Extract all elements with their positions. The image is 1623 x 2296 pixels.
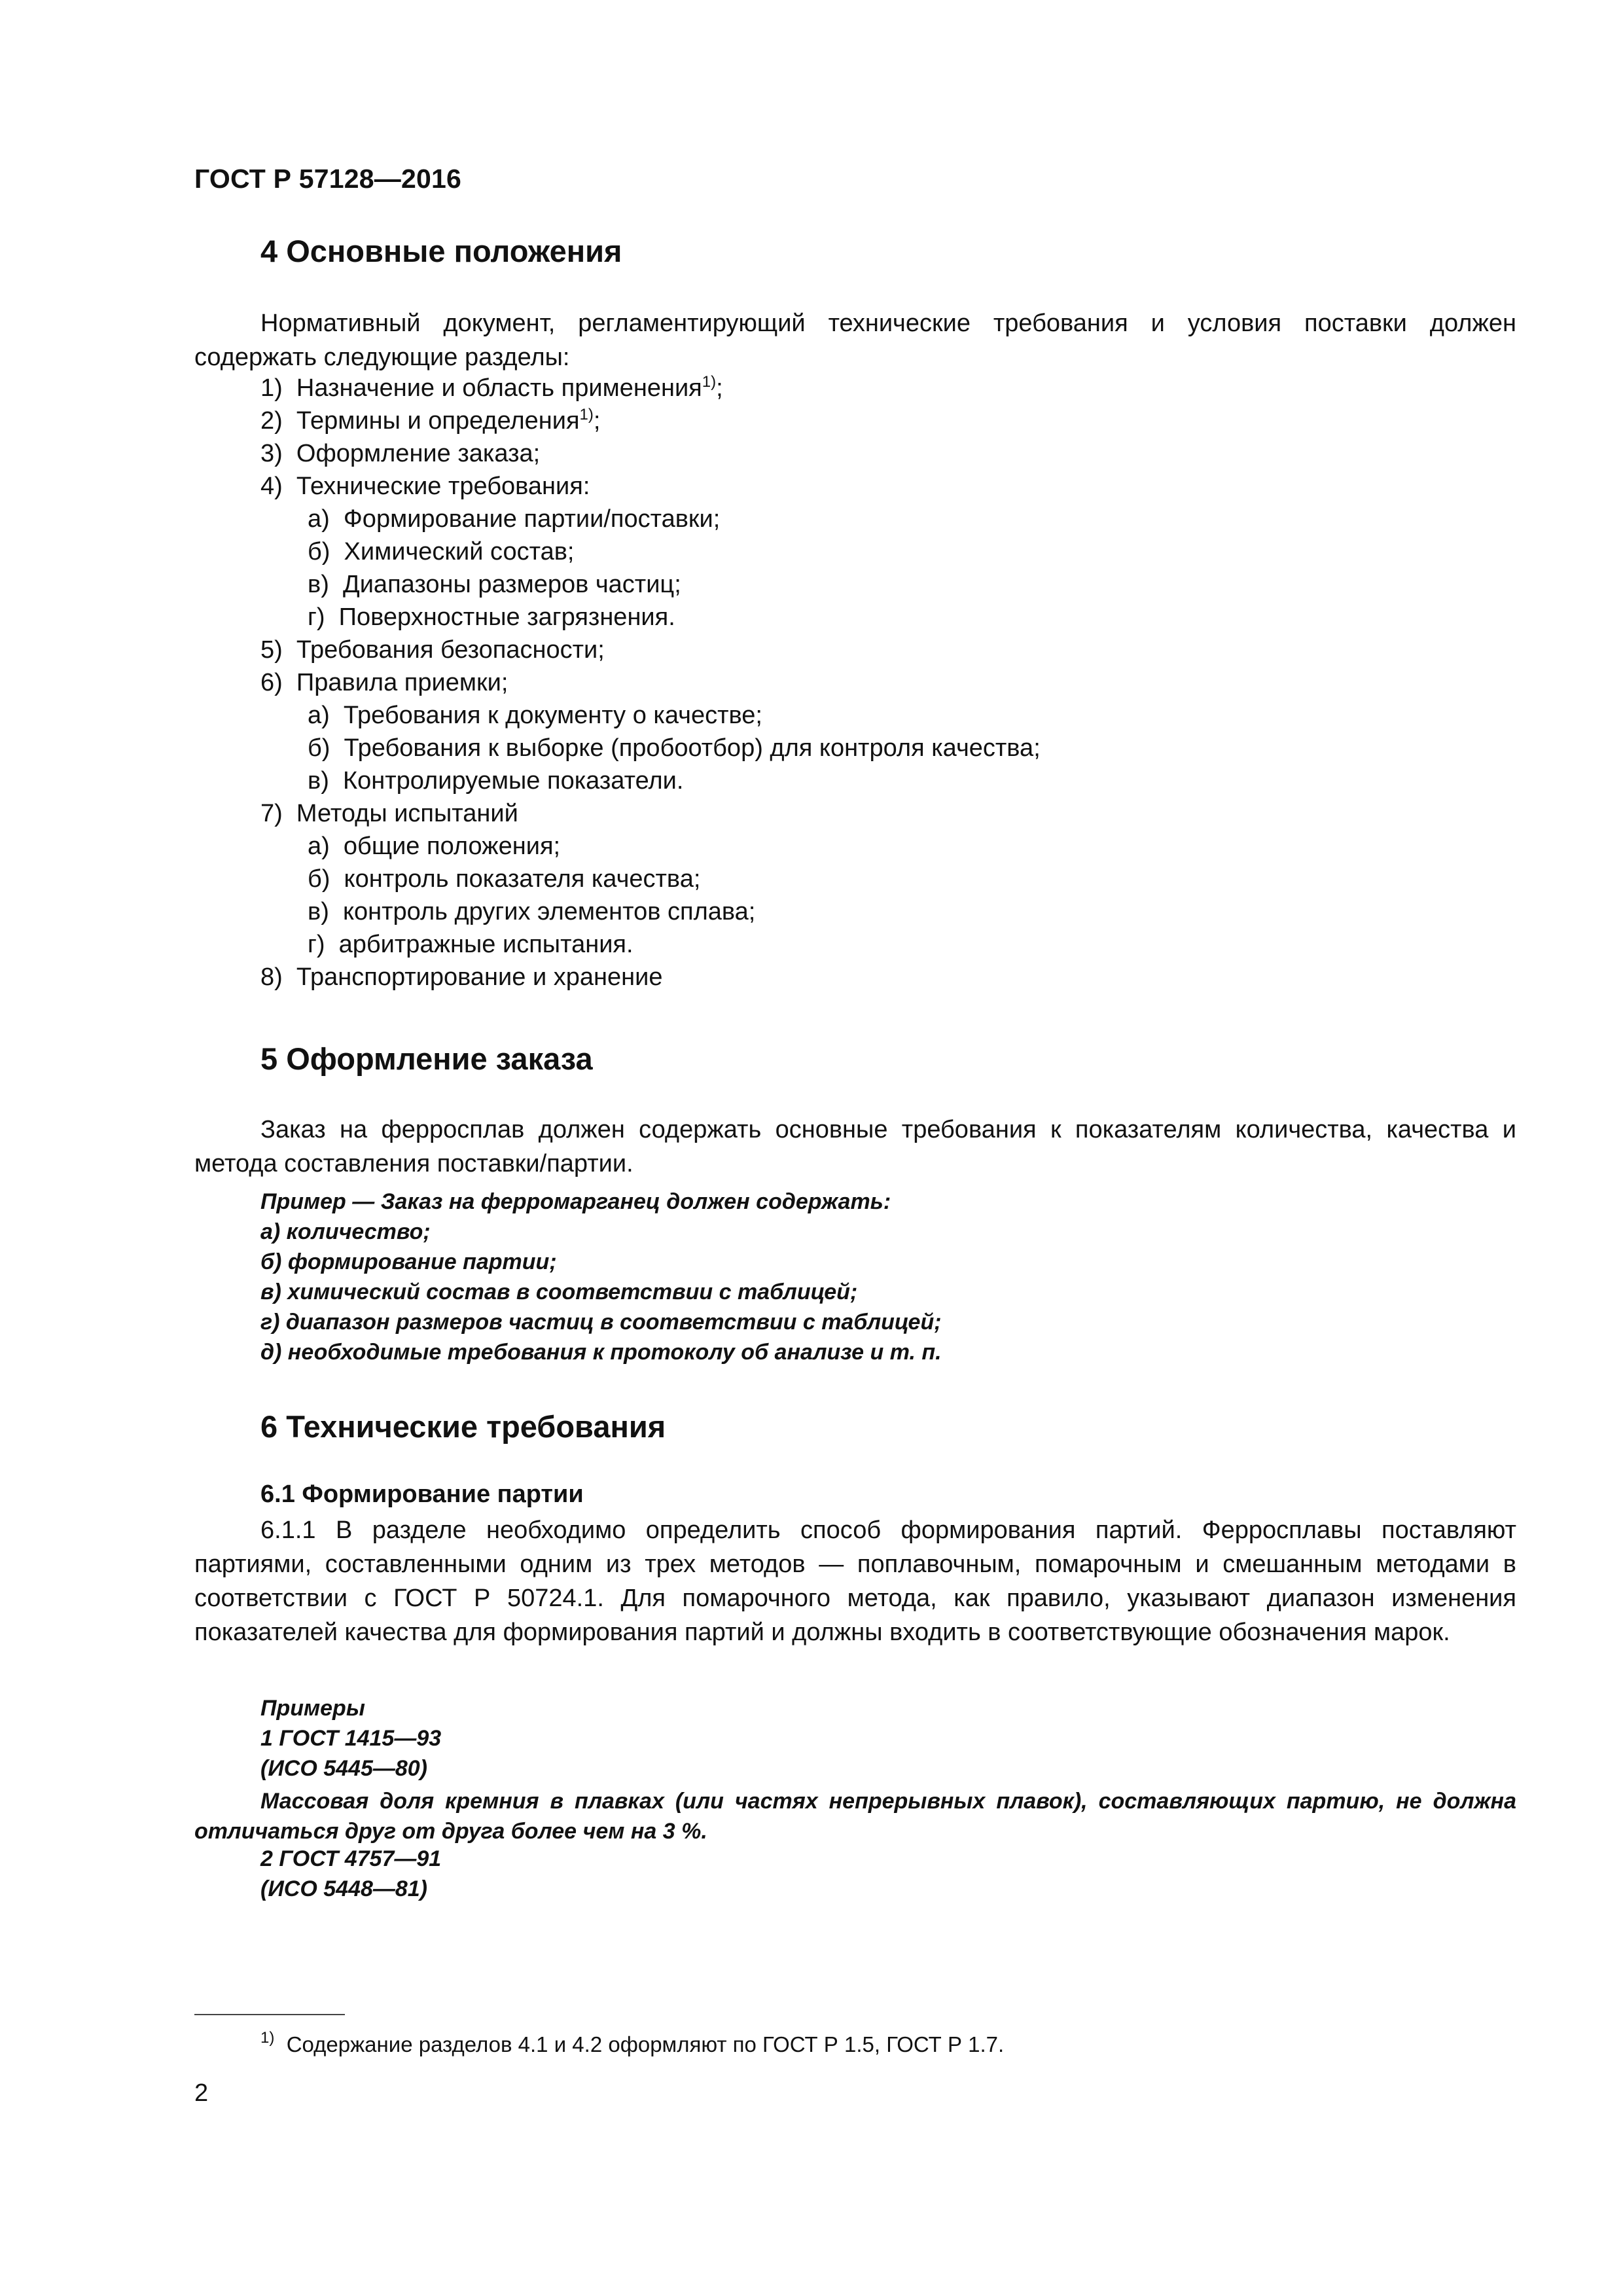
list-text: контроль других элементов сплава; <box>342 898 756 925</box>
list-marker: 3) <box>260 440 283 467</box>
example-iso: (ИСО 5445—80) <box>260 1756 427 1781</box>
footnote-mark: 1) <box>260 2029 275 2047</box>
example-item: а) количество; <box>260 1219 431 1244</box>
list-marker: в) <box>308 898 329 925</box>
example-item: б) формирование партии; <box>260 1249 557 1274</box>
examples-label: Примеры <box>260 1696 365 1721</box>
list-marker: б) <box>308 734 330 762</box>
list-subitem <box>308 898 755 926</box>
list-text: арбитражные испытания. <box>338 931 633 958</box>
list-item <box>260 374 723 403</box>
list-text: общие положения; <box>343 833 561 860</box>
list-marker: б) <box>308 865 330 893</box>
list-subitem <box>308 505 720 533</box>
example-item: в) химический состав в соответствии с таблицей; <box>260 1280 858 1304</box>
list-text: Диапазоны размеров частиц; <box>342 571 681 598</box>
list-tail: ; <box>716 374 723 402</box>
list-text: Технические требования: <box>296 473 590 500</box>
list-text: Термины и определения <box>296 407 580 435</box>
list-text: Транспортирование и хранение <box>296 963 663 991</box>
list-text: Формирование партии/поставки; <box>343 505 721 533</box>
list-text: Требования безопасности; <box>296 636 605 664</box>
example-standard: 1 ГОСТ 1415—93 <box>260 1726 442 1751</box>
list-marker: 7) <box>260 800 283 827</box>
section-5-title: 5 Оформление заказа <box>260 1041 593 1076</box>
list-marker: г) <box>308 603 325 631</box>
list-marker: 8) <box>260 963 283 991</box>
example-iso: (ИСО 5448—81) <box>260 1876 427 1901</box>
list-text: контроль показателя качества; <box>344 865 701 893</box>
section-4-title: 4 Основные положения <box>260 234 622 268</box>
list-marker: б) <box>308 538 330 565</box>
list-text: Поверхностные загрязнения. <box>338 603 675 631</box>
example-item: д) необходимые требования к протоколу об анализе и т. п. <box>260 1340 942 1365</box>
example-intro: Пример — Заказ на ферромарганец должен содержать: <box>260 1189 891 1214</box>
list-text: Правила приемки; <box>296 669 508 696</box>
list-item <box>260 440 540 468</box>
list-marker: 5) <box>260 636 283 664</box>
list-text: Оформление заказа; <box>296 440 541 467</box>
list-marker: а) <box>308 505 330 533</box>
document-header: ГОСТ Р 57128—2016 <box>194 164 461 194</box>
subsection-6-1-title: 6.1 Формирование партии <box>260 1480 584 1508</box>
paragraph-6-1-1: 6.1.1 В разделе необходимо определить способ формирования партий. Ферросплавы поставляют партиями, составленными одним из трех методов — поплавочным, помарочным и смешанным методами в соответствии с ГОСТ Р 50724.1. Для помарочного метода, как правило, указывают диапазон изменения показателей качества для формирования партий и должны входить в соответствующие обозначения марок. <box>194 1516 1516 1646</box>
list-marker: 6) <box>260 669 283 696</box>
list-text: Требования к выборке (пробоотбор) для контроля качества; <box>344 734 1041 762</box>
list-text: Химический состав; <box>344 538 575 565</box>
list-subitem <box>308 931 633 959</box>
list-marker: в) <box>308 767 329 795</box>
list-subitem <box>308 833 560 861</box>
list-text: Назначение и область применения <box>296 374 702 402</box>
section-5-text: Заказ на ферросплав должен содержать основные требования к показателям количества, качества и метода составления поставки/партии. <box>194 1116 1516 1177</box>
list-item <box>260 963 662 992</box>
list-subitem <box>308 571 681 599</box>
example-standard: 2 ГОСТ 4757—91 <box>260 1846 442 1871</box>
section-6-title: 6 Технические требования <box>260 1409 666 1444</box>
list-subitem <box>308 865 700 893</box>
list-subitem <box>308 702 762 730</box>
list-item <box>260 473 590 501</box>
footnote-ref: 1) <box>579 406 594 423</box>
list-text: Методы испытаний <box>296 800 518 827</box>
section-4-intro: Нормативный документ, регламентирующий технические требования и условия поставки должен содержать следующие разделы: <box>194 310 1516 371</box>
footnote <box>260 2029 1005 2057</box>
list-marker: 4) <box>260 473 283 500</box>
footnote-divider <box>194 2014 345 2015</box>
list-item <box>260 800 518 828</box>
list-marker: а) <box>308 702 330 729</box>
list-marker: а) <box>308 833 330 860</box>
list-marker: г) <box>308 931 325 958</box>
list-item <box>260 636 605 664</box>
list-item <box>260 669 508 697</box>
list-item <box>260 407 600 435</box>
list-subitem <box>308 538 574 566</box>
footnote-ref: 1) <box>702 373 717 391</box>
list-subitem <box>308 767 683 795</box>
list-tail: ; <box>593 407 601 435</box>
list-text: Контролируемые показатели. <box>342 767 684 795</box>
list-marker: 1) <box>260 374 283 402</box>
list-marker: 2) <box>260 407 283 435</box>
footnote-text: Содержание разделов 4.1 и 4.2 оформляют по ГОСТ Р 1.5, ГОСТ Р 1.7. <box>286 2032 1005 2056</box>
list-marker: в) <box>308 571 329 598</box>
list-text: Требования к документу о качестве; <box>343 702 762 729</box>
example-item: г) диапазон размеров частиц в соответствии с таблицей; <box>260 1310 942 1335</box>
example-text: Массовая доля кремния в плавках (или частях непрерывных плавок), составляющих партию, не должна отличаться друг от друга более чем на 3 %. <box>194 1789 1516 1844</box>
page-number: 2 <box>194 2079 209 2107</box>
list-subitem <box>308 734 1041 762</box>
list-subitem <box>308 603 675 632</box>
